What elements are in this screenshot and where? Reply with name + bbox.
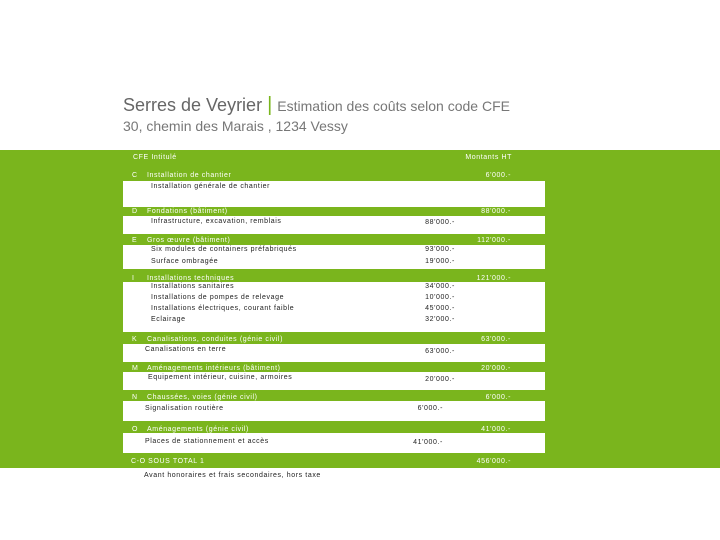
section-row-e	[123, 233, 545, 245]
item-label: Signalisation routière	[145, 405, 224, 412]
section-amount: 88'000.-	[481, 208, 511, 215]
section-amount: 6'000.-	[485, 394, 511, 401]
section-label: Installation de chantier	[147, 172, 232, 179]
item-amount: 34'000.-	[425, 283, 455, 290]
project-address: 30, chemin des Marais , 1234 Vessy	[123, 118, 348, 134]
item-amount: 63'000.-	[425, 348, 455, 355]
section-label: Fondations (bâtiment)	[147, 208, 228, 215]
item-amount: 93'000.-	[425, 246, 455, 253]
item-amount: 32'000.-	[425, 316, 455, 323]
total-row	[123, 454, 545, 468]
section-code: M	[132, 365, 139, 372]
item-label: Six modules de containers préfabriqués	[151, 246, 297, 253]
section-code: D	[132, 208, 138, 215]
section-code: I	[132, 275, 135, 282]
cost-table	[123, 150, 545, 468]
section-items-e	[123, 245, 545, 269]
item-label: Eclairage	[151, 316, 186, 323]
project-name: Serres de Veyrier	[123, 95, 263, 115]
section-code: O	[132, 426, 139, 433]
section-items-m	[123, 372, 545, 390]
section-amount: 41'000.-	[481, 426, 511, 433]
section-amount: 112'000.-	[477, 237, 511, 244]
section-amount: 63'000.-	[481, 336, 511, 343]
item-label: Places de stationnement et accès	[145, 438, 269, 445]
item-amount: 19'000.-	[425, 258, 455, 265]
item-label: Canalisations en terre	[145, 346, 227, 353]
section-amount: 6'000.-	[485, 172, 511, 179]
item-amount: 6'000.-	[417, 405, 443, 412]
page-subtitle: Estimation des coûts selon code CFE	[277, 98, 510, 114]
section-items-d	[123, 216, 545, 234]
item-label: Equipement intérieur, cuisine, armoires	[148, 374, 293, 381]
section-amount: 20'000.-	[481, 365, 511, 372]
section-label: Canalisations, conduites (génie civil)	[147, 336, 284, 343]
section-items-n	[123, 401, 545, 421]
table-header	[123, 150, 545, 166]
item-amount: 10'000.-	[425, 294, 455, 301]
item-label: Installations sanitaires	[151, 283, 235, 290]
section-items-o	[123, 433, 545, 453]
section-code: K	[132, 336, 138, 343]
section-label: Chaussées, voies (génie civil)	[147, 394, 258, 401]
footnote: Avant honoraires et frais secondaires, hors taxe	[144, 472, 321, 479]
section-label: Installations techniques	[147, 275, 235, 282]
col-amount-header: Montants HT	[465, 154, 512, 161]
section-items-k	[123, 344, 545, 362]
page-title	[123, 94, 683, 117]
section-label: Aménagements (génie civil)	[147, 426, 249, 433]
item-amount: 41'000.-	[413, 439, 443, 446]
title-separator: |	[267, 94, 273, 116]
col-cfe-header: CFE Intitulé	[133, 154, 177, 161]
section-label: Gros œuvre (bâtiment)	[147, 237, 231, 244]
section-amount: 121'000.-	[476, 275, 511, 282]
total-label: C-O SOUS TOTAL 1	[131, 458, 205, 465]
section-row-c	[123, 168, 545, 180]
section-code: N	[132, 394, 138, 401]
section-row-d	[123, 204, 545, 216]
item-amount: 88'000.-	[425, 219, 455, 226]
item-label: Installations de pompes de relevage	[151, 294, 285, 301]
section-items-i	[123, 282, 545, 332]
item-label: Installations électriques, courant faible	[151, 305, 295, 312]
total-amount: 456'000.-	[476, 458, 511, 465]
item-amount: 20'000.-	[425, 376, 455, 383]
section-label: Aménagements intérieurs (bâtiment)	[147, 365, 281, 372]
item-label: Installation générale de chantier	[151, 183, 271, 190]
item-label: Surface ombragée	[151, 258, 219, 265]
section-code: E	[132, 237, 138, 244]
section-code: C	[132, 172, 138, 179]
item-amount: 45'000.-	[425, 305, 455, 312]
item-label: Infrastructure, excavation, remblais	[151, 218, 282, 225]
section-row-k	[123, 332, 545, 344]
